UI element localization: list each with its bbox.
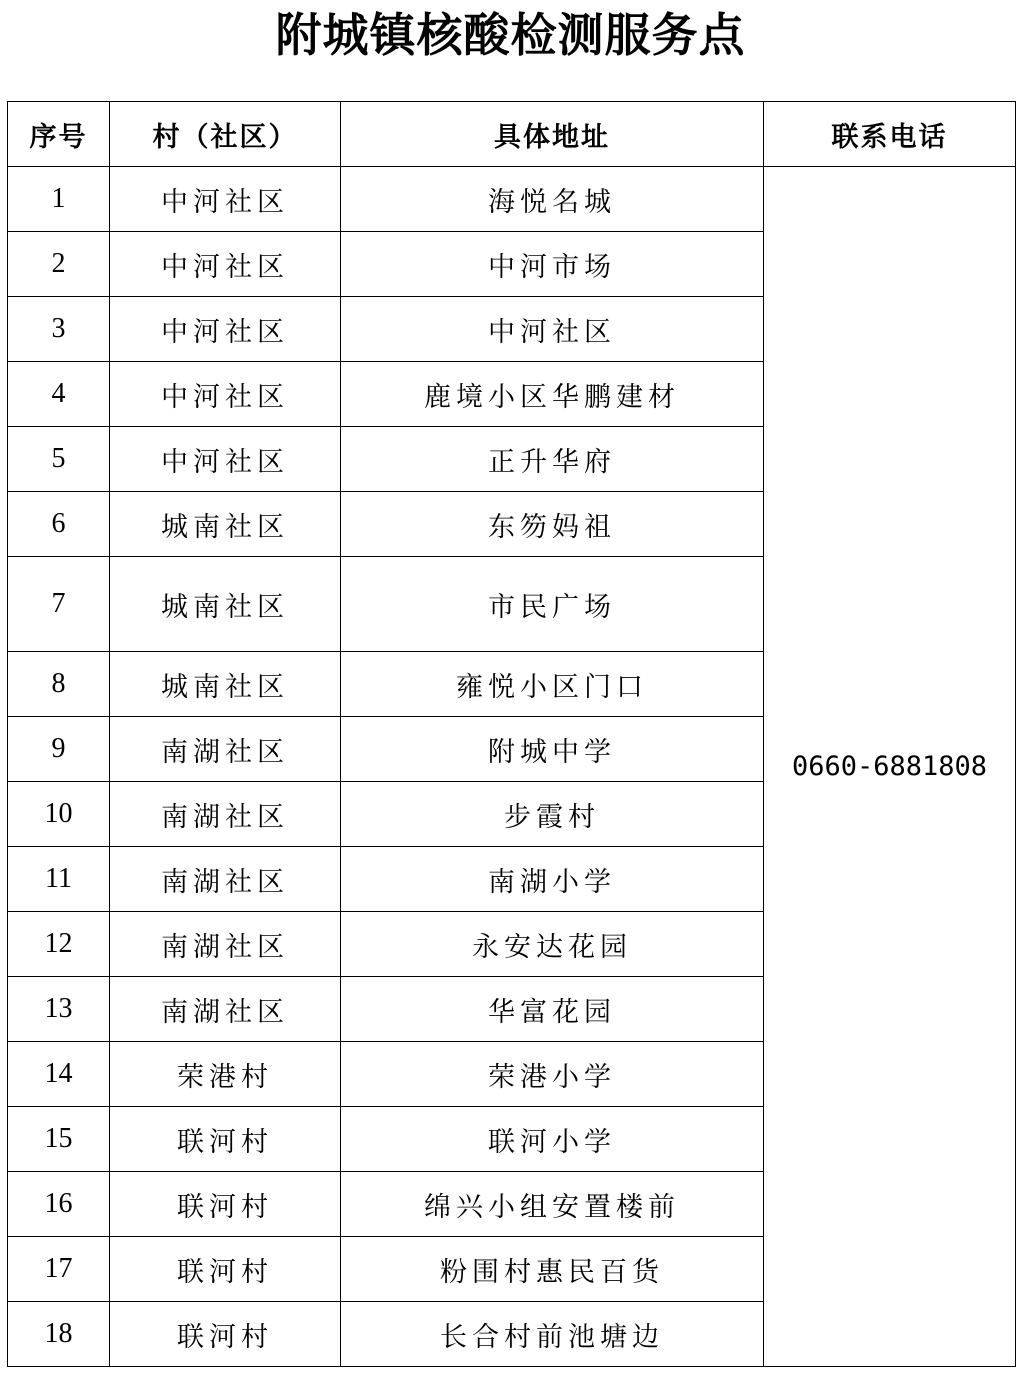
row-no: 8 <box>8 652 110 717</box>
row-address: 华富花园 <box>341 977 764 1042</box>
row-address: 附城中学 <box>341 717 764 782</box>
row-no: 10 <box>8 782 110 847</box>
row-address: 海悦名城 <box>341 167 764 232</box>
row-village: 南湖社区 <box>110 782 341 847</box>
row-no: 16 <box>8 1172 110 1237</box>
row-no: 13 <box>8 977 110 1042</box>
row-village: 南湖社区 <box>110 912 341 977</box>
row-no: 17 <box>8 1237 110 1302</box>
row-address: 永安达花园 <box>341 912 764 977</box>
row-address: 南湖小学 <box>341 847 764 912</box>
row-no: 4 <box>8 362 110 427</box>
row-village: 城南社区 <box>110 492 341 557</box>
row-no: 9 <box>8 717 110 782</box>
row-address: 联河小学 <box>341 1107 764 1172</box>
row-address: 中河社区 <box>341 297 764 362</box>
row-village: 中河社区 <box>110 167 341 232</box>
header-row <box>8 102 1016 167</box>
header-village: 村（社区） <box>110 102 341 167</box>
row-no: 6 <box>8 492 110 557</box>
row-village: 联河村 <box>110 1302 341 1367</box>
testing-points-table <box>7 101 1016 1367</box>
row-address: 粉围村惠民百货 <box>341 1237 764 1302</box>
row-address: 步霞村 <box>341 782 764 847</box>
row-address: 中河市场 <box>341 232 764 297</box>
row-village: 中河社区 <box>110 232 341 297</box>
row-no: 11 <box>8 847 110 912</box>
row-no: 14 <box>8 1042 110 1107</box>
row-village: 城南社区 <box>110 557 341 652</box>
page-title: 附城镇核酸检测服务点 <box>275 8 746 62</box>
row-address: 正升华府 <box>341 427 764 492</box>
row-no: 1 <box>8 167 110 232</box>
row-village: 联河村 <box>110 1237 341 1302</box>
row-address: 荣港小学 <box>341 1042 764 1107</box>
row-address: 东笏妈祖 <box>341 492 764 557</box>
row-village: 中河社区 <box>110 297 341 362</box>
contact-phone: 0660-6881808 <box>764 167 1016 1367</box>
table-row <box>8 167 1016 232</box>
row-village: 城南社区 <box>110 652 341 717</box>
row-address: 市民广场 <box>341 557 764 652</box>
row-village: 中河社区 <box>110 427 341 492</box>
row-no: 18 <box>8 1302 110 1367</box>
row-address: 雍悦小区门口 <box>341 652 764 717</box>
row-village: 联河村 <box>110 1107 341 1172</box>
row-no: 3 <box>8 297 110 362</box>
row-no: 12 <box>8 912 110 977</box>
row-village: 南湖社区 <box>110 847 341 912</box>
row-village: 中河社区 <box>110 362 341 427</box>
row-address: 长合村前池塘边 <box>341 1302 764 1367</box>
row-no: 2 <box>8 232 110 297</box>
row-village: 联河村 <box>110 1172 341 1237</box>
header-no: 序号 <box>8 102 110 167</box>
row-address: 绵兴小组安置楼前 <box>341 1172 764 1237</box>
row-address: 鹿境小区华鹏建材 <box>341 362 764 427</box>
row-village: 南湖社区 <box>110 717 341 782</box>
header-phone: 联系电话 <box>764 102 1016 167</box>
row-village: 荣港村 <box>110 1042 341 1107</box>
row-no: 7 <box>8 557 110 652</box>
row-village: 南湖社区 <box>110 977 341 1042</box>
row-no: 15 <box>8 1107 110 1172</box>
row-no: 5 <box>8 427 110 492</box>
header-address: 具体地址 <box>341 102 764 167</box>
